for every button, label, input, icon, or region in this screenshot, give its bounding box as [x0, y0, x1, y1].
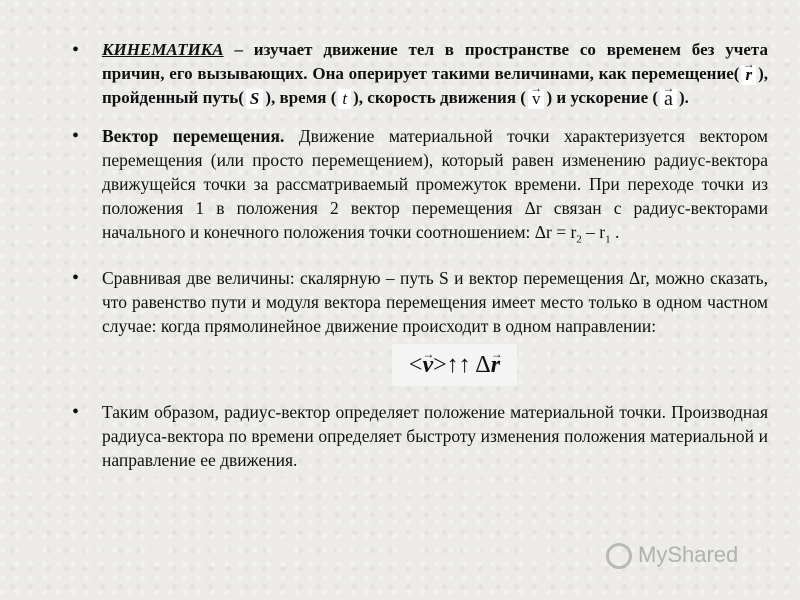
text-segment: . — [610, 222, 620, 242]
logo-mark-icon — [606, 543, 632, 569]
formula-part: < — [408, 351, 423, 378]
subscript: 2 — [576, 233, 582, 246]
kinematics-paragraph — [102, 38, 768, 110]
time-symbol: t — [338, 89, 351, 109]
velocity-displacement-formula — [392, 344, 517, 386]
watermark-logo — [606, 538, 766, 572]
bullet-kinematics — [72, 38, 768, 110]
bullet-conclusion — [72, 400, 768, 472]
text-segment: – изучает движение тел в пространстве со временем без учета причин, его вызывающих. Она оперирует такими величинами, как перемещение( — [102, 40, 768, 83]
kinematics-term: КИНЕМАТИКА — [102, 40, 224, 59]
watermark-text: MyShared — [638, 542, 739, 567]
displacement-paragraph — [102, 124, 768, 252]
comparison-paragraph: Сравнивая две величины: скалярную – путь S и вектор перемещения Δr, можно сказать, что равенство пути и модуля вектора перемещения имеет место только в одном частном случае: когда прямолинейное движение происходит в одном направлении: — [102, 267, 768, 336]
text-segment: ). — [678, 88, 689, 107]
text-segment: – r — [581, 222, 606, 242]
text-segment: ), время ( — [265, 88, 337, 107]
acceleration-symbol: → a — [660, 89, 677, 109]
formula-velocity: → v — [422, 344, 433, 386]
bullet-list — [72, 38, 768, 472]
formula-part: >↑↑ Δ — [433, 351, 491, 378]
formula-displacement: → r — [491, 344, 500, 386]
displacement-heading: Вектор перемещения. — [102, 126, 285, 146]
text-segment: ) и ускорение ( — [546, 88, 659, 107]
text-segment: Движение материальной точки характеризуется вектором перемещения (или просто перемещением), который равен изменению радиус-вектора движущейся точки за рассматриваемый промежуток времени. При переходе точки из положения 1 в положения 2 вектор перемещения Δr связан с радиус-векторами начального и конечного положения точки соотношением: Δr = r — [102, 126, 768, 242]
bullet-displacement-vector — [72, 124, 768, 252]
text-segment: ), скорость движения ( — [353, 88, 526, 107]
bullet-dot: • — [72, 266, 80, 289]
bullet-dot: • — [72, 39, 80, 61]
path-symbol: S — [246, 89, 263, 109]
subscript: 1 — [605, 233, 611, 246]
conclusion-paragraph: Таким образом, радиус-вектор определяет положение материальной точки. Производная радиуса-вектора по времени определяет быстроту изменения положения материальной и направление ее движения. — [102, 401, 768, 470]
velocity-symbol: → v — [528, 89, 545, 109]
bullet-dot: • — [72, 125, 80, 147]
bullet-dot: • — [72, 400, 80, 423]
slide-content — [72, 38, 768, 486]
displacement-symbol: → r — [741, 65, 756, 85]
bullet-comparison — [72, 266, 768, 386]
text-segment: ), пройденный путь( — [102, 64, 768, 107]
